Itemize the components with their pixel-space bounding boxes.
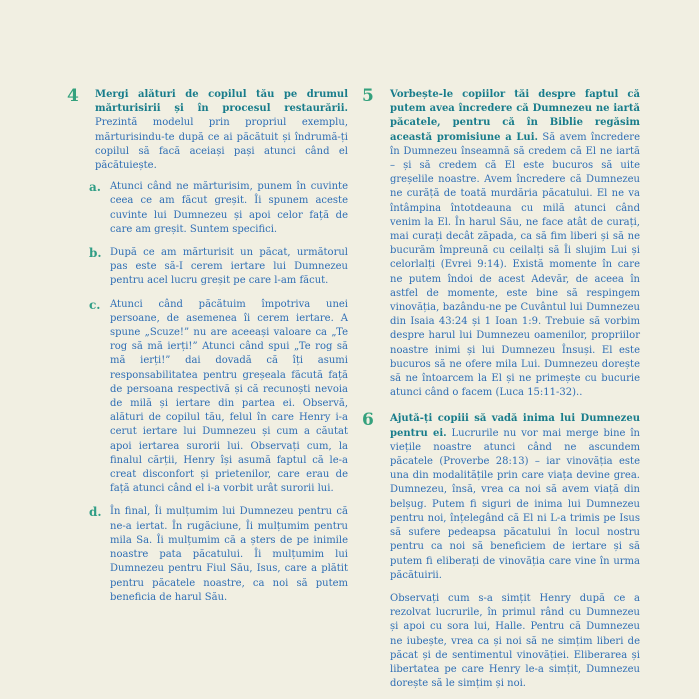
section-4-heading: Mergi alături de copilul tău pe drumul mărturisirii și în procesul restaurării. [95,89,348,115]
section-5-number: 5 [362,86,374,106]
list-item-d-letter: d. [89,505,102,520]
list-item-b-text: După ce am mărturisit un păcat, următorul pas este să-I cerem iertare lui Dumnezeu pentru acel lucru greșit pe care l-am făcut. [110,247,348,287]
section-4-list [89,180,348,605]
list-item-a [89,180,348,237]
right-column [357,88,640,691]
section-5-content [390,88,640,400]
section-6 [357,412,640,691]
list-item-a-letter: a. [89,180,101,195]
section-6-content [390,412,640,691]
section-4-number: 4 [67,86,79,106]
list-item-d [89,505,348,604]
section-5 [357,88,640,400]
list-item-b [89,246,348,289]
section-6-number: 6 [362,410,374,431]
section-6-body: Lucrurile nu vor mai merge bine în viețile noastre atunci când ne ascundem păcatele (Proverbe 28:13) – iar vinovăția este una din modalitățile prin care viața devine grea. Dumnezeu, însă, vrea ca noi să avem viață din belșug. Putem fi siguri de inima lui Dumnezeu pentru noi, înțelegând că El ni L-a trimis pe Isus să sufere pedeapsa păcatului în locul nostru pentru ca noi să beneficiem de iertare și să putem fi eliberați de vinovăția care vine în urma păcătuirii. [390,427,640,581]
section-4 [62,88,348,605]
section-4-intro [95,88,348,173]
list-item-d-text: În final, Îi mulțumim lui Dumnezeu pentru că ne-a iertat. În rugăciune, Îi mulțumim pentru mila Sa. Îi mulțumim că a șters de pe inimile noastre pata păcatului. Îi mulțumim lui Dumnezeu pentru Fiul Său, Isus, care a plătit pentru păcatele noastre, ca noi să putem beneficia de harul Său. [110,506,348,603]
list-item-c-text: Atunci când păcătuim împotriva unei persoane, de asemenea îi cerem iertare. A spune „Scuze!” nu are aceeași valoare ca „Te rog să mă ierți!” Atunci când spui „Te rog să mă ierți!” dai dovadă că îți asumi responsabilitatea pentru greșeala făcută față de persoana respectivă și că recunoști nevoia de milă și iertare din partea ei. Observă, alături de copilul tău, felul în care Henry i-a cerut iertare lui Dumnezeu și cum a căutat apoi iertarea surorii lui. Observați cum, la finalul cărții, Henry își asumă faptul că le-a creat disconfort și prietenilor, care erau de față atunci când el i-a vorbit urât surorii lui. [110,298,348,495]
list-item-a-text: Atunci când ne mărturisim, punem în cuvinte ceea ce am făcut greșit. Îi spunem aceste cuvinte lui Dumnezeu și apoi celor față de care am greșit. Suntem specifici. [110,181,348,235]
list-item-c-letter: c. [89,297,101,312]
section-5-paragraph [390,88,640,400]
section-6-paragraph-1 [390,412,640,582]
list-item-c [89,297,348,497]
section-6-heading: Ajută-ți copiii să vadă inima lui Dumnezeu pentru ei. [390,413,640,439]
section-5-body: Să avem încredere în Dumnezeu înseamnă să credem că El ne iartă – și să credem că El este bucuros să uite greșelile noastre. Avem încredere că Dumnezeu ne curăță de toată murdăria păcatului. El ne va întâmpina întotdeauna cu milă atunci când venim la El. În harul Său, ne face atât de curați, mai curați decât zăpada, ca să fim liberi și să ne bucurăm împreună cu ceilalți să Îi slujim Lui și celorlalți (Evrei 9:14). Există momente în care ne putem îndoi de acest Adevăr, de aceea în astfel de momente, este bine să respingem vinovăția, bazându-ne pe Cuvântul lui Dumnezeu din Isaia 43:24 și 1 Ioan 1:9. Trebuie să vorbim despre harul lui Dumnezeu oamenilor, propriilor noastre inimi și lui Dumnezeu Însuși. El este bucuros să ne ofere mila Lui. Dumnezeu dorește să ne întoarcem la El și ne primește cu bucurie atunci când o facem (Luca 15:11-32).. [390,131,640,399]
left-column [62,88,348,605]
section-6-paragraph-2: Observați cum s-a simțit Henry după ce a rezolvat lucrurile, în primul rând cu Dumnezeu și apoi cu sora lui, Halle. Pentru că Dumnezeu ne iubește, vrea ca și noi să ne simțim liberi de păcat și de sentimentul vinovăției. Eliberarea și libertatea pe care Henry le-a simțit, Dumnezeu dorește să le simțim și noi. [390,592,640,690]
list-item-b-letter: b. [89,246,102,261]
section-5-heading: Vorbește-le copiilor tăi despre faptul că putem avea încredere că Dumnezeu ne iartă păcatele, pentru că în Biblie regăsim această promisiune a Lui. [390,89,640,143]
section-4-body: Prezintă modelul prin propriul exemplu, mărturisindu-te după ce ai păcătuit și îndrumă-ți copilul să facă aceiași pași atunci când el păcătuiește. [95,117,348,172]
section-4-content [89,88,348,605]
